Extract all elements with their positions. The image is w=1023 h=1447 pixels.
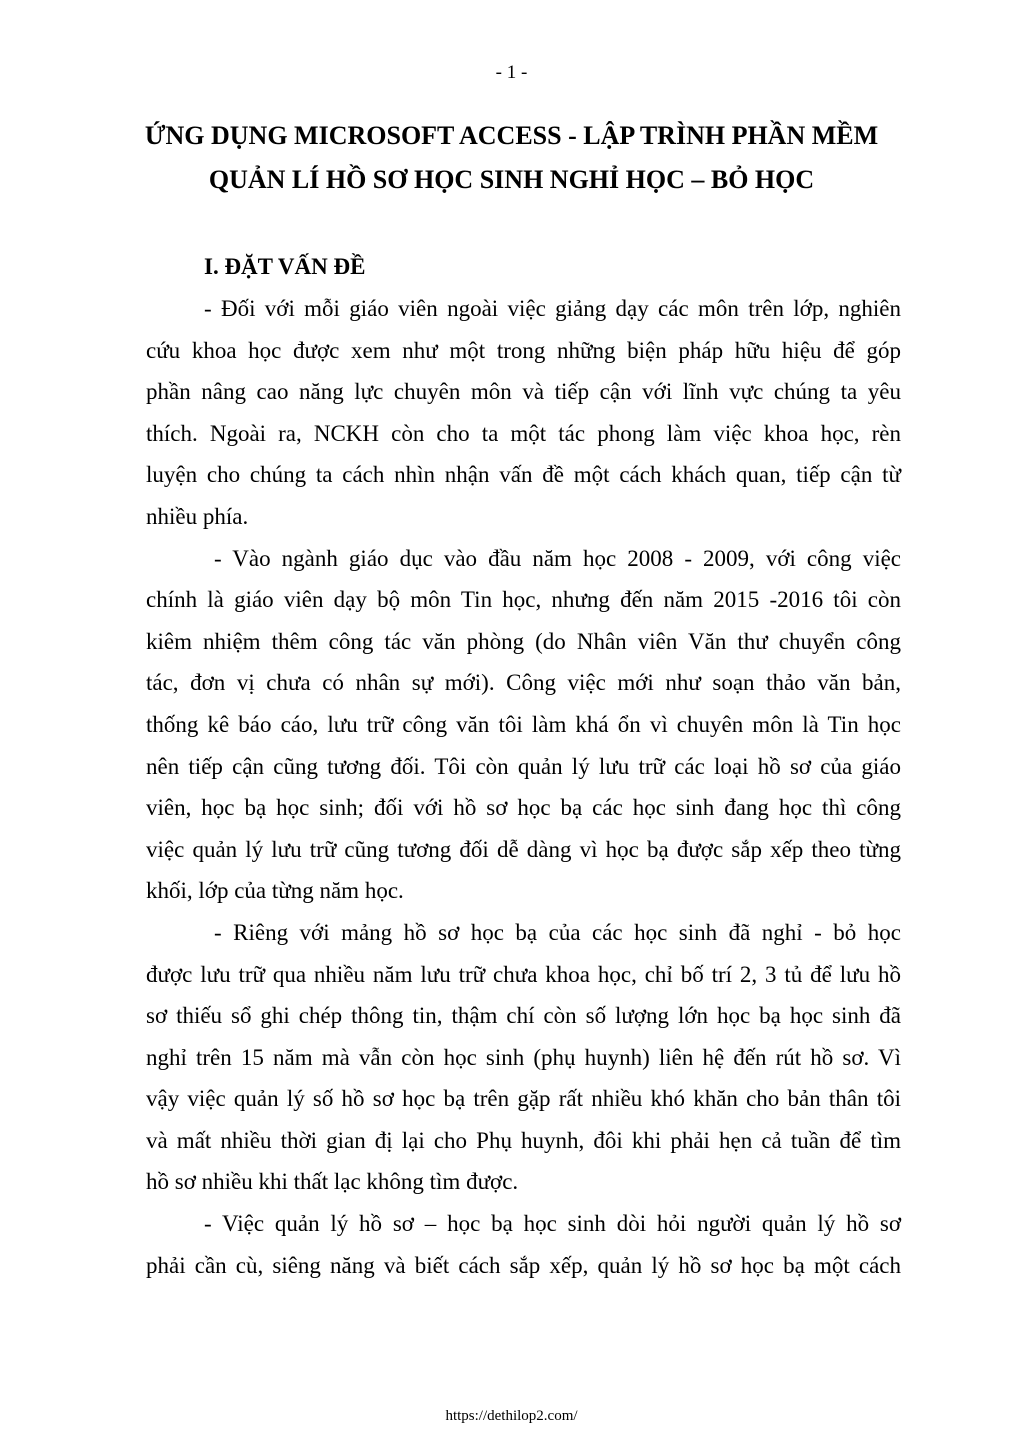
- paragraph-2-line-8: việc quản lý lưu trữ cũng tương đối dễ dàng vì học bạ được sắp xếp theo từng: [146, 836, 901, 862]
- paragraph-3-line-2: được lưu trữ qua nhiều năm lưu trữ chưa khoa học, chỉ bố trí 2, 3 tủ để lưu hồ: [146, 961, 901, 987]
- page-number: - 1 -: [495, 62, 528, 83]
- paragraph-3-line-3: sơ thiếu sổ ghi chép thông tin, thậm chí còn số lượng lớn học bạ học sinh đã: [146, 1003, 901, 1029]
- document-title-line-2: QUẢN LÍ HỒ SƠ HỌC SINH NGHỈ HỌC – BỎ HỌC: [208, 165, 815, 194]
- paragraph-3-line-1: - Riêng với mảng hồ sơ học bạ của các học sinh đã nghỉ - bỏ học: [214, 919, 901, 945]
- paragraph-3-line-6: và mất nhiều thời gian đị lại cho Phụ huynh, đôi khi phải hẹn cả tuần để tìm: [146, 1127, 901, 1153]
- paragraph-3-line-4: nghỉ trên 15 năm mà vẫn còn học sinh (phụ huynh) liên hệ đến rút hồ sơ. Vì: [146, 1044, 901, 1070]
- paragraph-1-line-2: cứu khoa học được xem như một trong những biện pháp hữu hiệu để góp: [146, 337, 901, 363]
- paragraph-4-line-2: phải cần cù, siêng năng và biết cách sắp xếp, quản lý hồ sơ học bạ một cách: [146, 1252, 901, 1278]
- paragraph-1-line-6: nhiều phía.: [146, 503, 249, 529]
- paragraph-2-line-5: thống kê báo cáo, lưu trữ công văn tôi làm khá ổn vì chuyên môn là Tin học: [146, 711, 901, 737]
- paragraph-2-line-1: - Vào ngành giáo dục vào đầu năm học 2008 - 2009, với công việc: [214, 545, 901, 571]
- paragraph-2-line-2: chính là giáo viên dạy bộ môn Tin học, nhưng đến năm 2015 -2016 tôi còn: [146, 587, 901, 613]
- paragraph-1-line-3: phần nâng cao năng lực chuyên môn và tiếp cận với lĩnh vực chúng ta yêu: [146, 379, 901, 405]
- footer-link[interactable]: https://dethilop2.com/: [445, 1408, 578, 1424]
- paragraph-2-line-4: tác, đơn vị chưa có nhân sự mới). Công việc mới như soạn thảo văn bản,: [146, 670, 901, 696]
- paragraph-1-line-1: - Đối với mỗi giáo viên ngoài việc giảng dạy các môn trên lớp, nghiên: [204, 296, 901, 321]
- paragraph-3-line-7: hồ sơ nhiều khi thất lạc không tìm được.: [146, 1169, 519, 1195]
- paragraph-2-line-3: kiêm nhiệm thêm công tác văn phòng (do Nhân viên Văn thư chuyển công: [146, 628, 901, 654]
- paragraph-2-line-9: khối, lớp của từng năm học.: [146, 878, 404, 904]
- paragraph-2-line-6: nên tiếp cận cũng tương đối. Tôi còn quản lý lưu trữ các loại hồ sơ của giáo: [146, 753, 901, 779]
- body-text: [146, 288, 901, 1286]
- document-title: [60, 114, 963, 202]
- paragraph-1-line-5: luyện cho chúng ta cách nhìn nhận vấn đề một cách khách quan, tiếp cận từ: [146, 462, 901, 488]
- paragraph-2-line-7: viên, học bạ học sinh; đối với hồ sơ học bạ các học sinh đang học thì công: [146, 795, 901, 821]
- paragraph-4-line-1: - Việc quản lý hồ sơ – học bạ học sinh dòi hỏi người quản lý hồ sơ: [204, 1211, 901, 1237]
- paragraph-3-line-5: vậy việc quản lý số hồ sơ học bạ trên gặp rất nhiều khó khăn cho bản thân tôi: [146, 1086, 901, 1112]
- paragraph-1-line-4: thích. Ngoài ra, NCKH còn cho ta một tác phong làm việc khoa học, rèn: [146, 420, 901, 446]
- document-title-line-1: ỨNG DỤNG MICROSOFT ACCESS - LẬP TRÌNH PHẦN MỀM: [144, 121, 879, 150]
- section-heading: I. ĐẶT VẤN ĐỀ: [204, 254, 366, 279]
